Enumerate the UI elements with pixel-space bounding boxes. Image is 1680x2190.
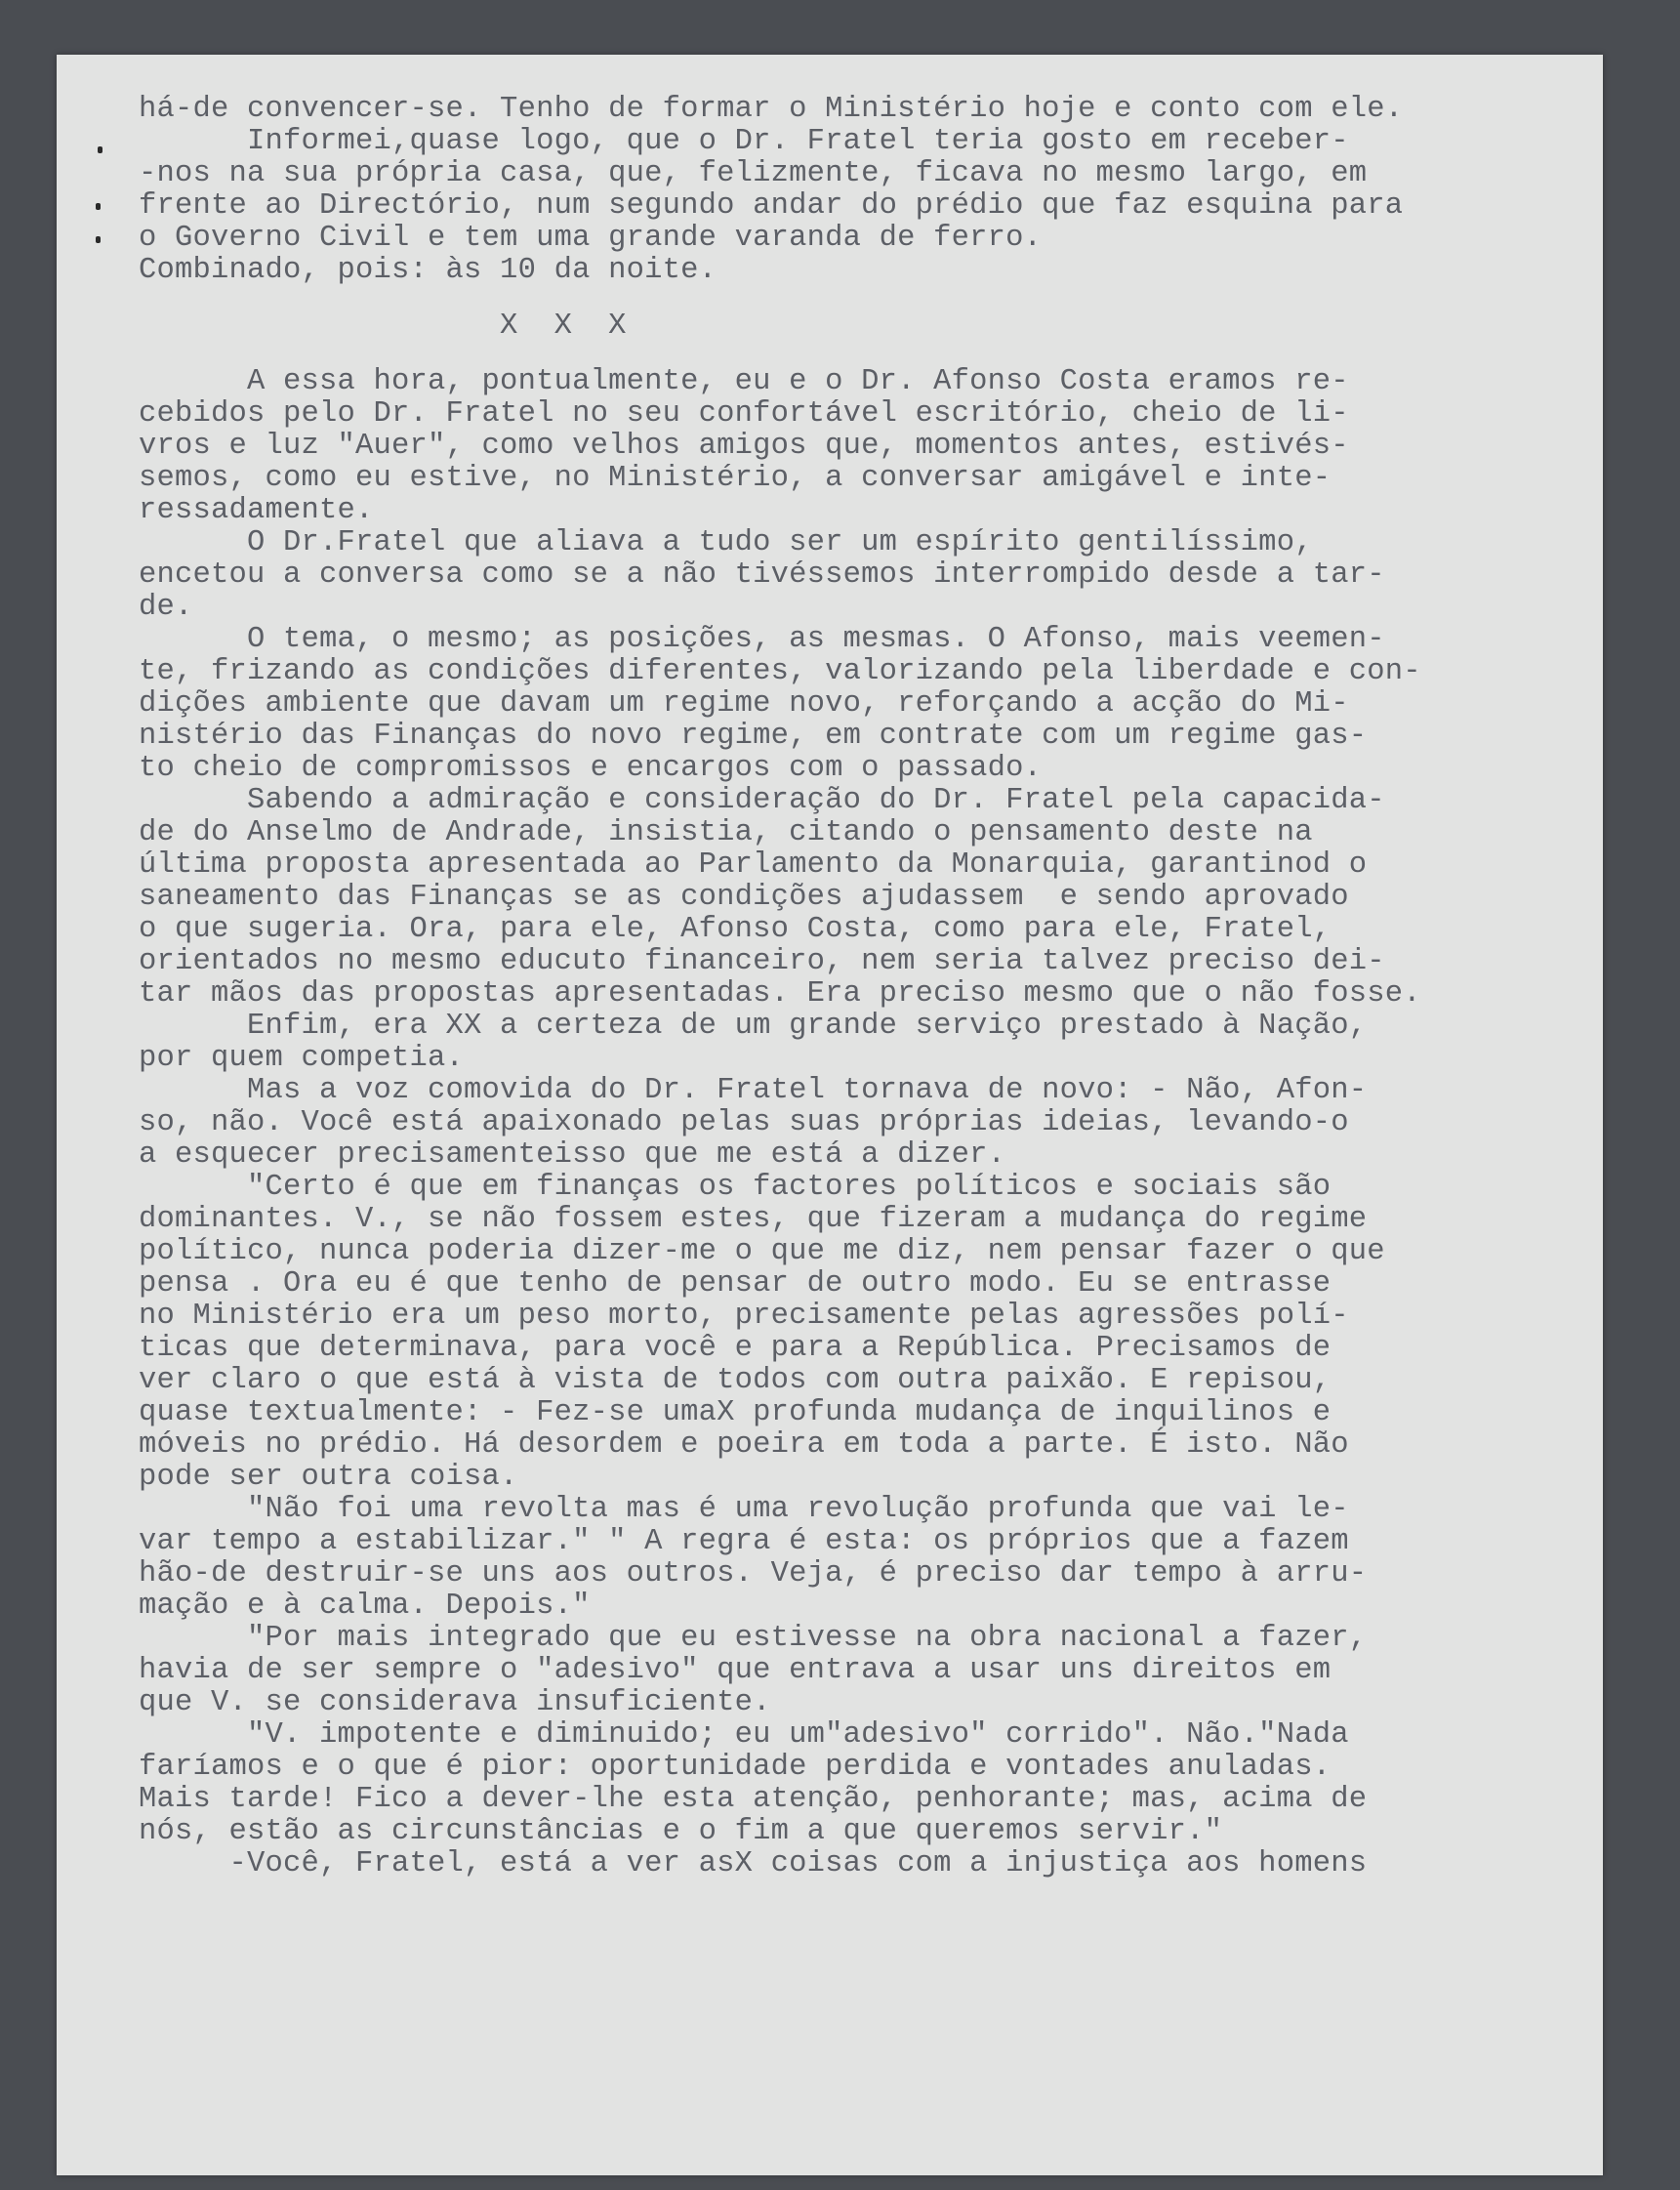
text-line: te, frizando as condições diferentes, valorizando pela liberdade e con- (139, 655, 1421, 688)
text-line: o Governo Civil e tem uma grande varanda de ferro. (139, 222, 1043, 255)
text-line: A essa hora, pontualmente, eu e o Dr. Afonso Costa eramos re- (139, 365, 1349, 398)
text-line: havia de ser sempre o "adesivo" que entrava a usar uns direitos em (139, 1654, 1332, 1687)
text-line: frente ao Directório, num segundo andar do prédio que faz esquina para (139, 189, 1404, 223)
text-line: vros e luz "Auer", como velhos amigos que, momentos antes, estivés- (139, 430, 1349, 463)
text-line: nós, estão as circunstâncias e o fim a que queremos servir." (139, 1815, 1223, 1848)
text-line: "Não foi uma revolta mas é uma revolução profunda que vai le- (139, 1493, 1349, 1526)
text-line: Sabendo a admiração e consideração do Dr. Fratel pela capacida- (139, 784, 1385, 817)
text-line: cebidos pelo Dr. Fratel no seu confortável escritório, cheio de li- (139, 397, 1349, 431)
text-line: dominantes. V., se não fossem estes, que fizeram a mudança do regime (139, 1203, 1368, 1236)
text-line: Combinado, pois: às 10 da noite. (139, 254, 717, 287)
text-line: -nos na sua própria casa, que, felizmente, ficava no mesmo largo, em (139, 157, 1368, 190)
text-line: última proposta apresentada ao Parlamento da Monarquia, garantinod o (139, 848, 1368, 882)
text-line: O Dr.Fratel que aliava a tudo ser um espírito gentilíssimo, (139, 526, 1313, 559)
text-line: ticas que determinava, para você e para a República. Precisamos de (139, 1332, 1332, 1365)
text-line: de. (139, 591, 193, 624)
text-line: "Certo é que em finanças os factores políticos e sociais são (139, 1171, 1332, 1204)
text-line: var tempo a estabilizar." " A regra é esta: os próprios que a fazem (139, 1525, 1349, 1558)
text-line: de do Anselmo de Andrade, insistia, citando o pensamento deste na (139, 816, 1313, 849)
text-line: "Por mais integrado que eu estivesse na obra nacional a fazer, (139, 1622, 1368, 1655)
text-line: o que sugeria. Ora, para ele, Afonso Costa, como para ele, Fratel, (139, 913, 1332, 946)
text-line: semos, como eu estive, no Ministério, a conversar amigável e inte- (139, 462, 1332, 495)
text-line: Mas a voz comovida do Dr. Fratel tornava de novo: - Não, Afon- (139, 1074, 1368, 1107)
text-line: ressadamente. (139, 494, 374, 527)
text-line: a esquecer precisamenteisso que me está a dizer. (139, 1138, 1006, 1172)
text-line: no Ministério era um peso morto, precisamente pelas agressões polí- (139, 1300, 1349, 1333)
typed-text-body (139, 94, 1525, 1880)
text-line: que V. se considerava insuficiente. (139, 1686, 771, 1719)
text-line: há-de convencer-se. Tenho de formar o Ministério hoje e conto com ele. (139, 93, 1404, 126)
text-line: mação e à calma. Depois." (139, 1590, 591, 1623)
text-line: O tema, o mesmo; as posições, as mesmas. O Afonso, mais veemen- (139, 623, 1385, 656)
text-line: pensa . Ora eu é que tenho de pensar de outro modo. Eu se entrasse (139, 1267, 1332, 1301)
punch-mark (96, 203, 101, 210)
text-line: encetou a conversa como se a não tivéssemos interrompido desde a tar- (139, 558, 1385, 592)
text-line: "V. impotente e diminuido; eu um"adesivo" corrido". Não."Nada (139, 1718, 1349, 1752)
text-line: so, não. Você está apaixonado pelas suas próprias ideias, levando-o (139, 1106, 1349, 1139)
text-line: tar mãos das propostas apresentadas. Era preciso mesmo que o não fosse. (139, 977, 1421, 1011)
text-line: político, nunca poderia dizer-me o que me diz, nem pensar fazer o que (139, 1235, 1385, 1268)
text-line: orientados no mesmo educuto financeiro, nem seria talvez preciso dei- (139, 945, 1385, 978)
text-line: dições ambiente que davam um regime novo, reforçando a acção do Mi- (139, 687, 1349, 721)
text-line: -Você, Fratel, está a ver asX coisas com a injustiça aos homens (139, 1847, 1368, 1880)
text-line: quase textualmente: - Fez-se umaX profunda mudança de inquilinos e (139, 1396, 1332, 1429)
text-line: faríamos e o que é pior: oportunidade perdida e vontades anuladas. (139, 1751, 1332, 1784)
text-line: por quem competia. (139, 1042, 465, 1075)
punch-mark (98, 146, 102, 153)
text-line: móveis no prédio. Há desordem e poeira em toda a parte. É isto. Não (139, 1428, 1349, 1462)
text-line: hão-de destruir-se uns aos outros. Veja, é preciso dar tempo à arru- (139, 1557, 1368, 1591)
text-line: Informei,quase logo, que o Dr. Fratel teria gosto em receber- (139, 125, 1349, 158)
text-line: pode ser outra coisa. (139, 1461, 518, 1494)
text-line: Mais tarde! Fico a dever-lhe esta atenção, penhorante; mas, acima de (139, 1783, 1368, 1816)
text-line: ver claro o que está à vista de todos com outra paixão. E repisou, (139, 1364, 1332, 1397)
punch-mark (96, 236, 101, 243)
text-line: nistério das Finanças do novo regime, em contrate com um regime gas- (139, 720, 1368, 753)
section-separator: X X X (139, 310, 627, 343)
text-line: saneamento das Finanças se as condições ajudassem e sendo aprovado (139, 881, 1349, 914)
text-line: Enfim, era XX a certeza de um grande serviço prestado à Nação, (139, 1010, 1368, 1043)
text-line: to cheio de compromissos e encargos com o passado. (139, 752, 1043, 785)
